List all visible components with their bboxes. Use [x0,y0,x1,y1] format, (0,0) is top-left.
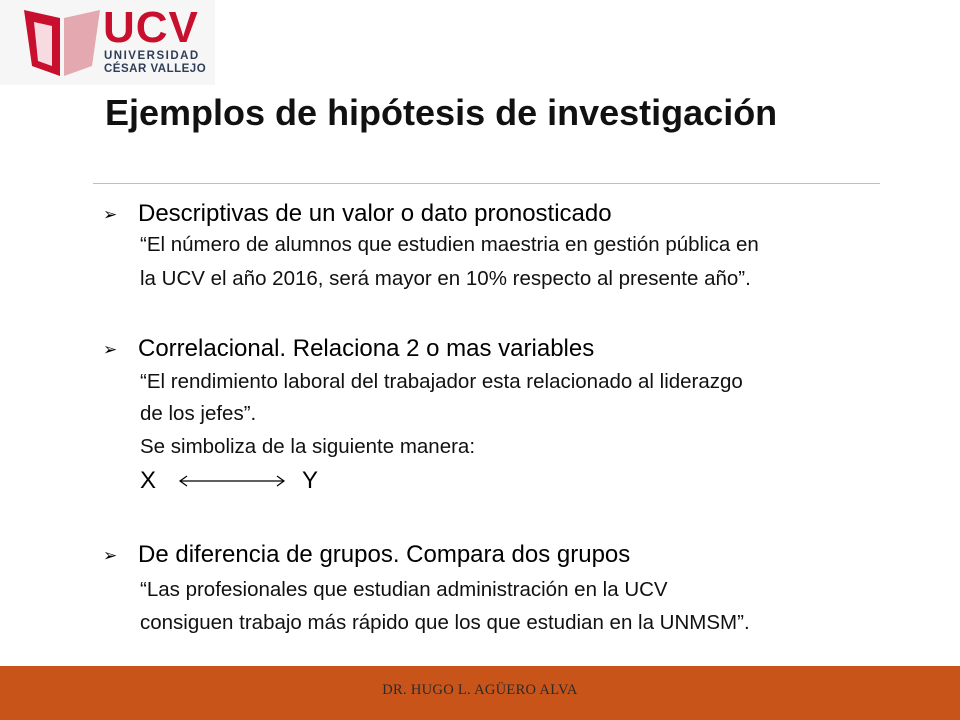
slide-title: Ejemplos de hipótesis de investigación [105,92,778,133]
section-text-line: “Las profesionales que estudian administración en la UCV [140,578,668,601]
ucv-logo [0,0,215,85]
bullet-icon: ➢ [103,546,118,565]
title-divider [93,183,880,184]
section-text-line: “El número de alumnos que estudien maestria en gestión pública en [140,233,759,256]
logo-name: CÉSAR VALLEJO [104,63,207,75]
logo-brand: UCV [103,3,199,52]
section-heading-descriptivas: Descriptivas de un valor o dato pronosticado [138,200,612,227]
section-heading-correlacional: Correlacional. Relaciona 2 o mas variables [138,335,595,362]
logo-university: UNIVERSIDAD [104,50,200,62]
double-arrow-icon [177,474,287,488]
ucv-emblem-icon [22,8,102,78]
bullet-icon: ➢ [103,340,118,359]
section-heading-diferencia: De diferencia de grupos. Compara dos grupos [138,541,631,568]
variable-y: Y [302,467,319,494]
section-text-line: la UCV el año 2016, será mayor en 10% respecto al presente año”. [140,267,751,290]
variable-x: X [140,467,157,494]
section-text-line: Se simboliza de la siguiente manera: [140,435,476,458]
footer-author: DR. HUGO L. AGÜERO ALVA [382,682,578,698]
section-text-line: de los jefes”. [140,402,257,425]
section-text-line: consiguen trabajo más rápido que los que estudian en la UNMSM”. [140,611,750,634]
bullet-icon: ➢ [103,205,118,224]
section-text-line: “El rendimiento laboral del trabajador esta relacionado al liderazgo [140,370,743,393]
